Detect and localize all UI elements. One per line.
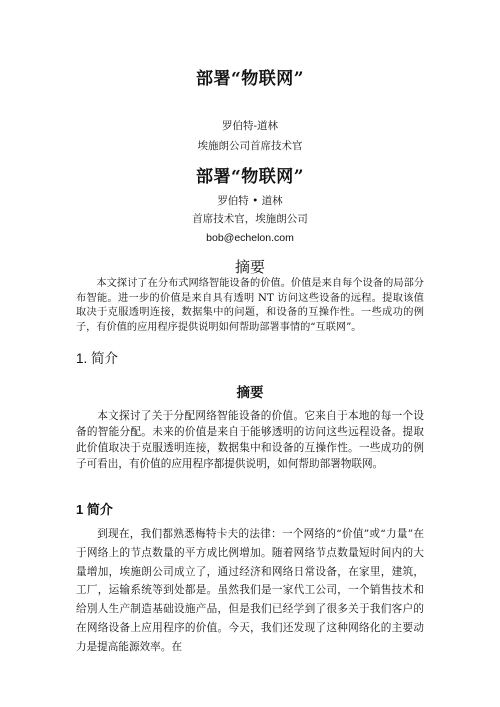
abstract-text-1: 本文探讨了在分布式网络智能设备的价值。价值是来自每个设备的局部分布智能。进一步的价值是来自具有透明 NT 访问这些设备的远程。提取该值取决于克服透明连接，数据集中的问题，和设备的互操作性。一些成功的例子，有价值的应用程序提供说明如何帮助部署事情的“互联网”。 xyxy=(76,278,424,333)
abstract-heading-2: 摘要 xyxy=(236,385,264,401)
intro-text: 到现在，我们都熟悉梅特卡夫的法律：一个网络的“价值”或“力量”在于网络上的节点数量的平方成比例增加。随着网络节点数量短时间内的大量增加，埃施朗公司成立了，通过经济和网络日常设备，在家里，建筑，工厂，运输系统等到处都是。虽然我们是一家代工公司，一个销售技术和给別人生产制造基础设施产品，但是我们已经学到了很多关于我们客户的在网络设备上应用程序的价值。今天，我们还发现了这种网络化的主要动力是提高能源效率。在 xyxy=(76,528,424,653)
abstract-heading-1: 摘要 xyxy=(234,258,265,276)
title-2: 部署“物联网” xyxy=(195,167,305,187)
section-heading-1: 1. 简介 xyxy=(76,351,119,366)
abstract-text-2: 本文探讨了关于分配网络智能设备的价值。它来自于本地的每一个设备的智能分配。未来的价值是来自于能够透明的访问这些远程设备。提取此价值取决于克服透明连接，数据集中和设备的互操作性。一些成功的例子可看出，有价值的应用程序都提供说明，如何帮助部署物联网。 xyxy=(76,410,424,470)
author-email: bob@echelon.com xyxy=(206,232,294,244)
title-1: 部署“物联网” xyxy=(195,69,305,89)
author-1: 罗伯特-道林 xyxy=(221,120,279,132)
section-heading-2: 1 简介 xyxy=(76,502,113,517)
author-2: 罗伯特 • 道林 xyxy=(217,195,283,207)
affiliation-1: 埃施朗公司首席技术官 xyxy=(197,140,303,152)
affiliation-2: 首席技术官，埃施朗公司 xyxy=(192,213,308,225)
